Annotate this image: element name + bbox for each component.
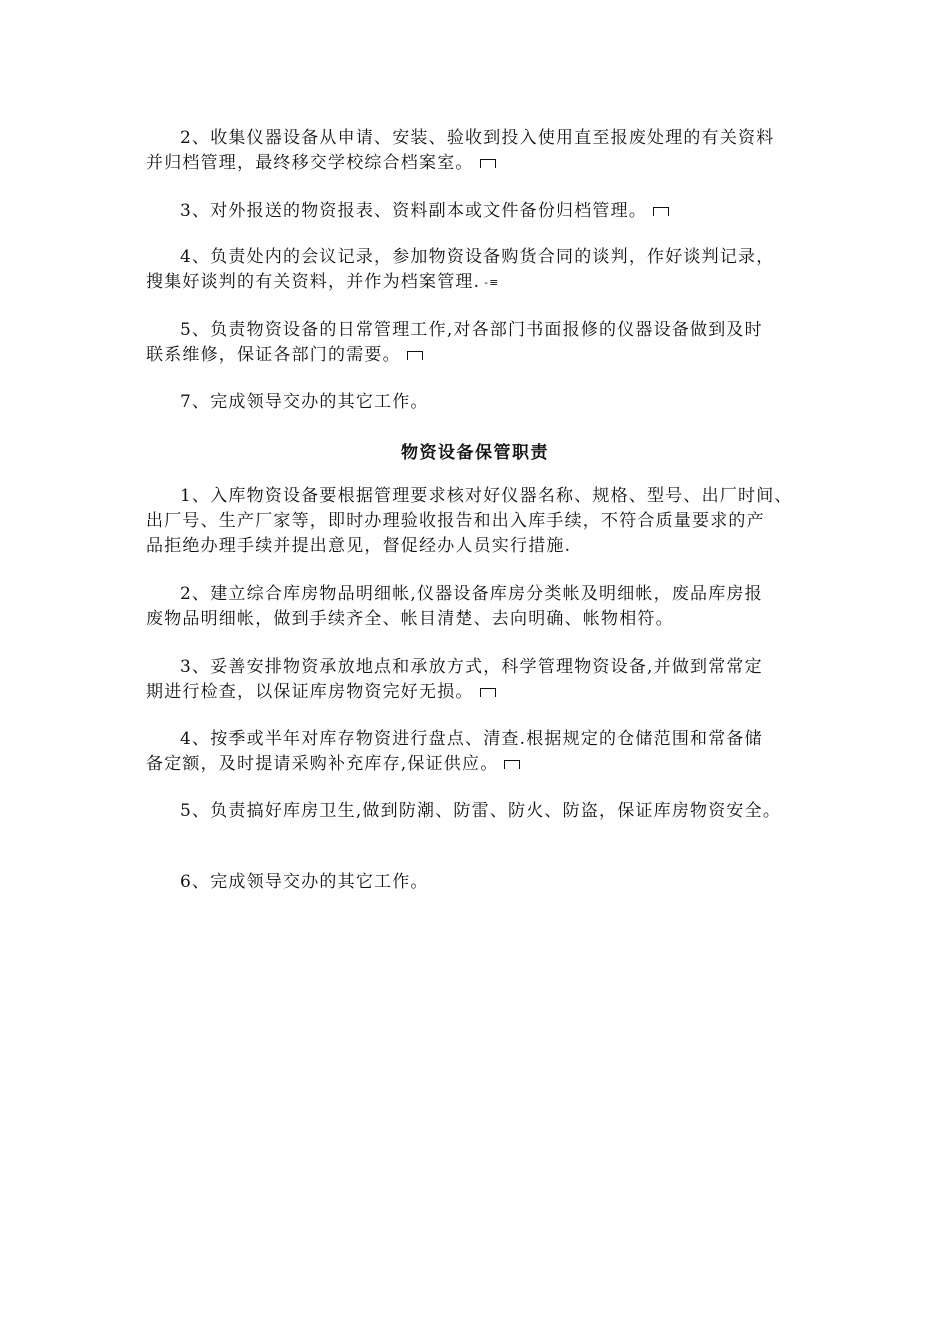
duty-1 [146, 484, 826, 559]
paragraph-line: 4、负责处内的会议记录，参加物资设备购货合同的谈判，作好谈判记录， [180, 247, 775, 267]
paragraph-7 [146, 390, 826, 415]
section-heading: 物资设备保管职责 [401, 443, 549, 463]
paragraph-line: 3、妥善安排物资承放地点和承放方式，科学管理物资设备,并做到常常定 [180, 657, 763, 677]
paragraph-mark-icon [480, 688, 496, 697]
paragraph-line: 4、按季或半年对库存物资进行盘点、清查.根据规定的仓储范围和常备储 [180, 729, 763, 749]
paragraph-line: 2、收集仪器设备从申请、安装、验收到投入使用直至报废处理的有关资料 [180, 128, 775, 148]
paragraph-5 [146, 318, 826, 368]
paragraph-line: 6、完成领导交办的其它工作。 [180, 872, 429, 892]
duty-3 [146, 655, 826, 705]
paragraph-3 [146, 199, 826, 224]
paragraph-line: 7、完成领导交办的其它工作。 [180, 392, 429, 412]
paragraph-line: 期进行检查，以保证库房物资完好无损。 [146, 680, 826, 705]
paragraph-line: 废物品明细帐，做到手续齐全、帐目清楚、去向明确、帐物相符。 [146, 609, 674, 629]
paragraph-line: 搜集好谈判的有关资料，并作为档案管理. -≡ [146, 270, 826, 295]
paragraph-mark-text: -≡ [484, 276, 500, 289]
paragraph-4 [146, 245, 826, 295]
duty-2 [146, 582, 826, 632]
paragraph-mark-icon [407, 351, 423, 360]
paragraph-mark-icon [480, 159, 496, 168]
paragraph-line: 出厂号、生产厂家等，即时办理验收报告和出入库手续，不符合质量要求的产 [146, 511, 765, 531]
paragraph-mark-icon [504, 760, 520, 769]
paragraph-2 [146, 126, 826, 176]
paragraph-line: 并归档管理，最终移交学校综合档案室。 [146, 151, 826, 176]
paragraph-line: 联系维修，保证各部门的需要。 [146, 343, 826, 368]
duty-5 [146, 799, 826, 824]
paragraph-line: 品拒绝办理手续并提出意见，督促经办人员实行措施. [146, 536, 572, 556]
paragraph-line: 5、负责物资设备的日常管理工作,对各部门书面报修的仪器设备做到及时 [180, 320, 763, 340]
paragraph-line: 2、建立综合库房物品明细帐,仪器设备库房分类帐及明细帐，废品库房报 [180, 584, 763, 604]
paragraph-line: 备定额，及时提请采购补充库存,保证供应。 [146, 752, 826, 777]
duty-4 [146, 727, 826, 777]
paragraph-mark-icon [653, 207, 669, 216]
duty-6 [146, 870, 826, 895]
paragraph-line: 3、对外报送的物资报表、资料副本或文件备份归档管理。 [146, 199, 826, 224]
paragraph-line: 1、入库物资设备要根据管理要求核对好仪器名称、规格、型号、出厂时间、 [180, 486, 793, 506]
paragraph-line: 5、负责搞好库房卫生,做到防潮、防雷、防火、防盗，保证库房物资安全。 [180, 801, 782, 821]
